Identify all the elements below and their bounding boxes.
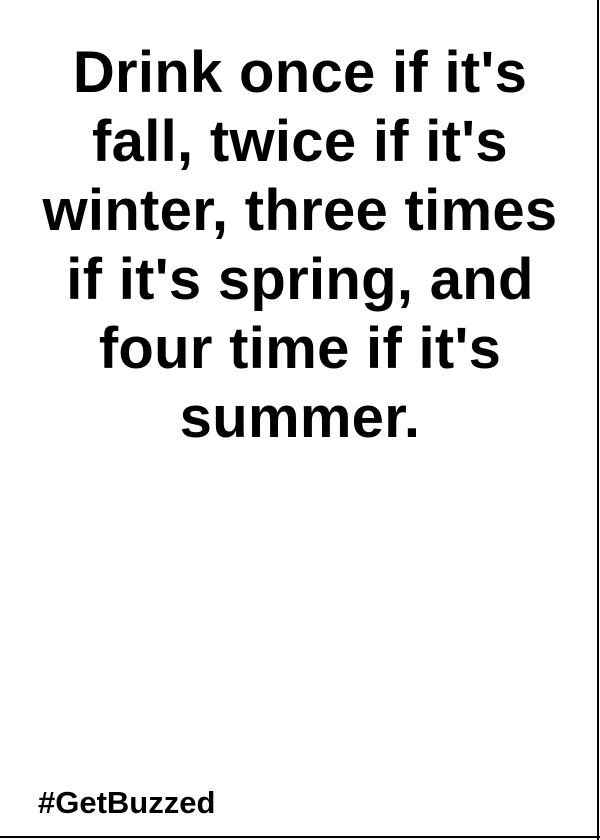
hashtag-label: #GetBuzzed [38, 785, 216, 820]
card-right-border [597, 0, 599, 840]
card-bottom-border [0, 836, 600, 838]
card-prompt-text: Drink once if it's fall, twice if it's winter, three times if it's spring, and four time if it's summer. [42, 40, 558, 450]
